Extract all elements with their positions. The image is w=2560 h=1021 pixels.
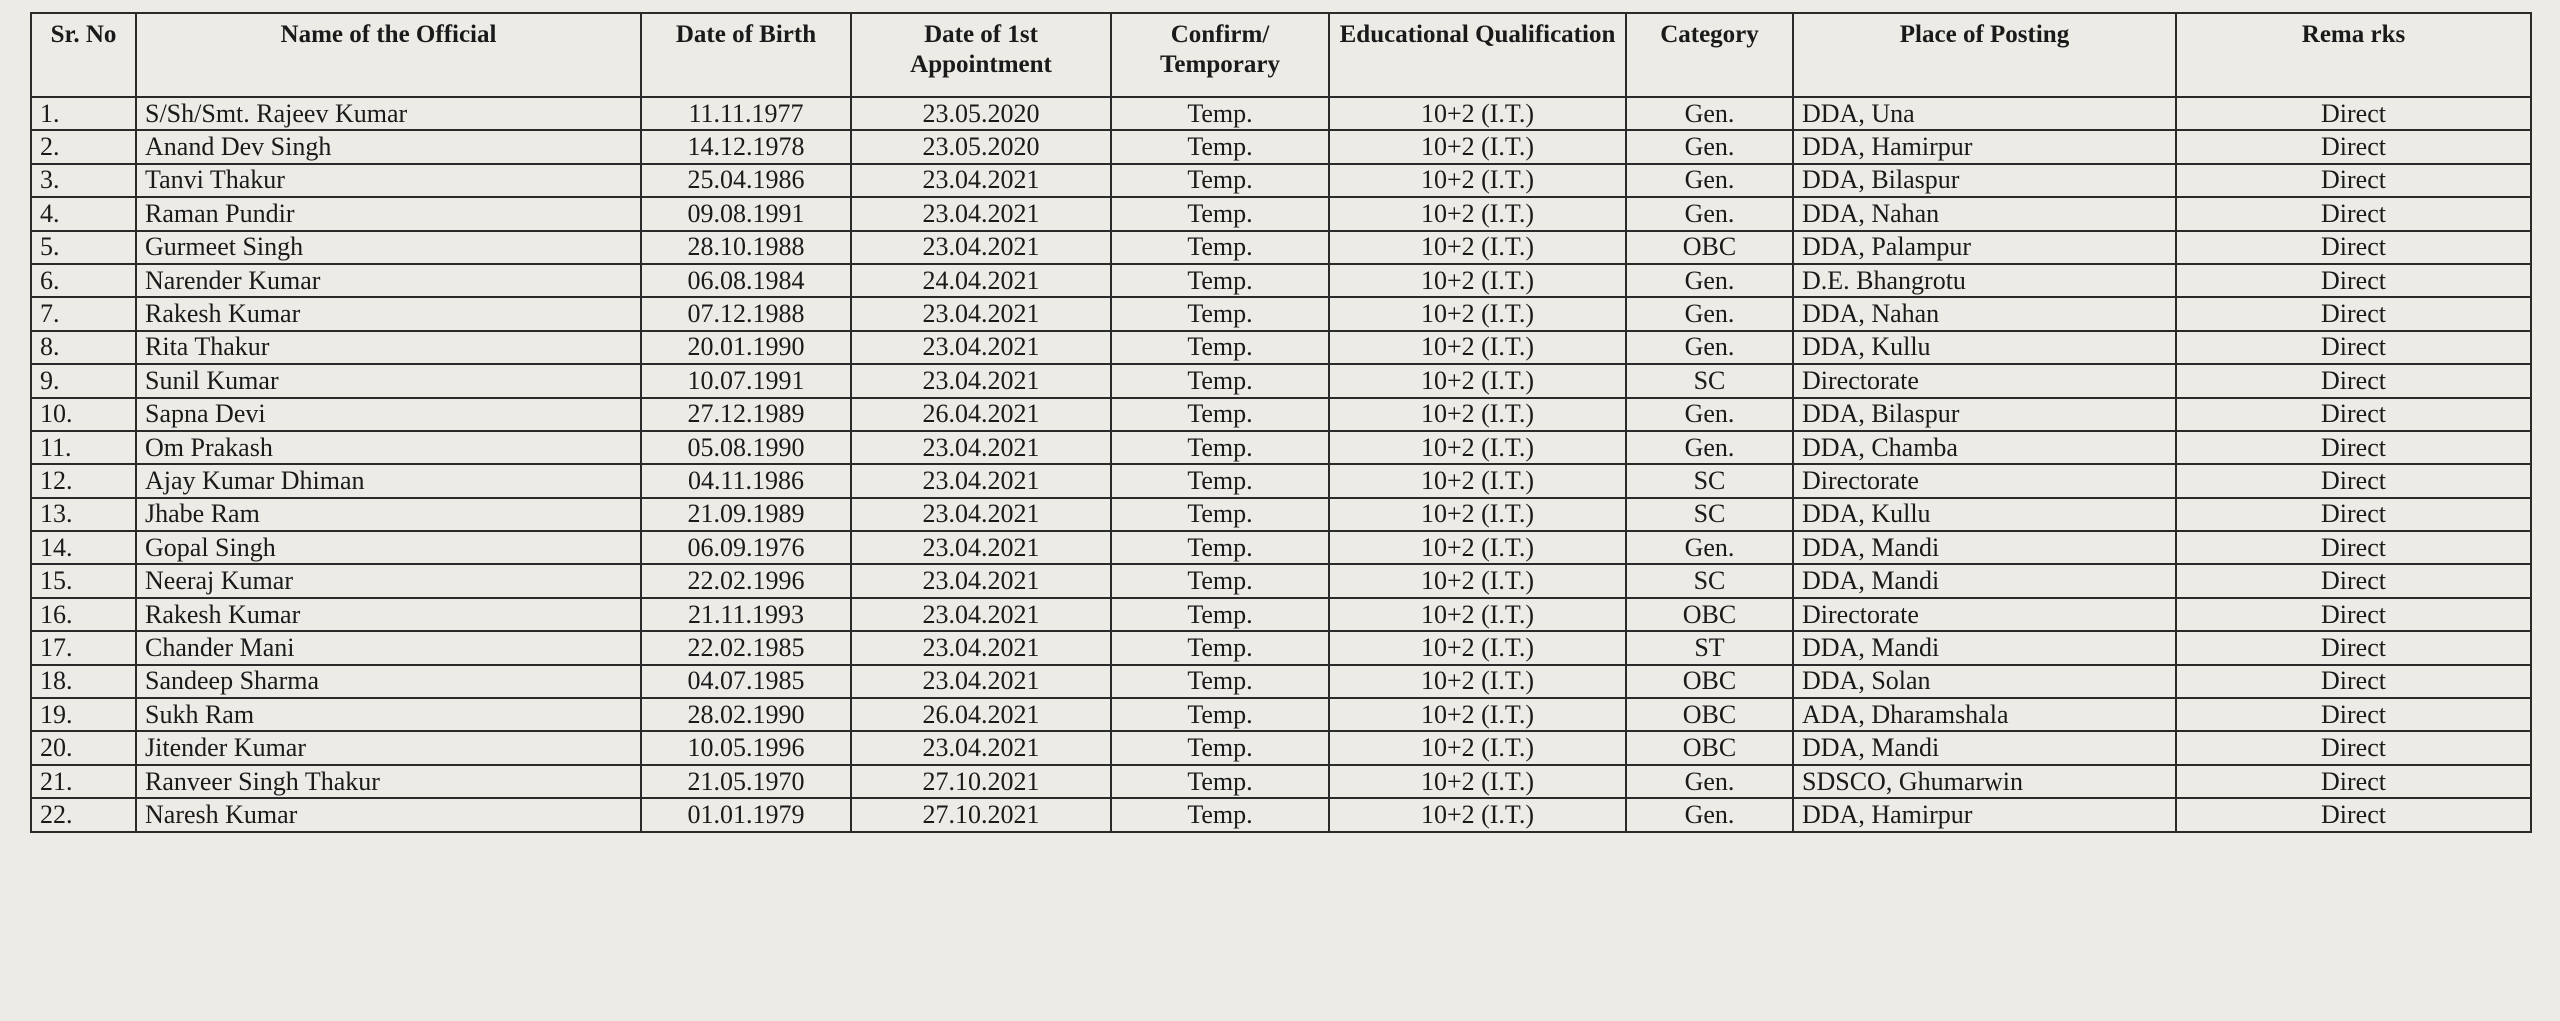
cell-remarks: Direct [2176, 398, 2531, 431]
cell-educational-qualification: 10+2 (I.T.) [1329, 564, 1626, 597]
cell-remarks: Direct [2176, 297, 2531, 330]
header-remarks: Rema rks [2176, 13, 2531, 97]
table-row [31, 97, 2531, 130]
cell-place-of-posting: D.E. Bhangrotu [1793, 264, 2176, 297]
cell-remarks: Direct [2176, 231, 2531, 264]
table-row [31, 231, 2531, 264]
cell-official-name: Raman Pundir [136, 197, 641, 230]
cell-official-name: Jitender Kumar [136, 731, 641, 764]
cell-date-of-birth: 21.09.1989 [641, 498, 851, 531]
cell-sr-no: 11. [31, 431, 136, 464]
cell-confirm-temporary: Temp. [1111, 698, 1329, 731]
cell-educational-qualification: 10+2 (I.T.) [1329, 698, 1626, 731]
cell-date-of-birth: 27.12.1989 [641, 398, 851, 431]
cell-educational-qualification: 10+2 (I.T.) [1329, 798, 1626, 831]
cell-sr-no: 3. [31, 164, 136, 197]
cell-remarks: Direct [2176, 631, 2531, 664]
cell-place-of-posting: DDA, Chamba [1793, 431, 2176, 464]
cell-official-name: Naresh Kumar [136, 798, 641, 831]
cell-sr-no: 13. [31, 498, 136, 531]
cell-date-of-appointment: 23.04.2021 [851, 665, 1111, 698]
header-date-of-appointment: Date of 1st Appointment [851, 13, 1111, 97]
cell-category: OBC [1626, 231, 1793, 264]
cell-remarks: Direct [2176, 564, 2531, 597]
cell-date-of-appointment: 23.04.2021 [851, 331, 1111, 364]
cell-date-of-birth: 04.11.1986 [641, 464, 851, 497]
cell-category: OBC [1626, 731, 1793, 764]
header-confirm-temporary: Confirm/ Temporary [1111, 13, 1329, 97]
cell-confirm-temporary: Temp. [1111, 231, 1329, 264]
cell-date-of-appointment: 24.04.2021 [851, 264, 1111, 297]
table-row [31, 197, 2531, 230]
cell-date-of-appointment: 23.04.2021 [851, 731, 1111, 764]
table-row [31, 631, 2531, 664]
cell-official-name: Rita Thakur [136, 331, 641, 364]
cell-date-of-birth: 25.04.1986 [641, 164, 851, 197]
cell-remarks: Direct [2176, 598, 2531, 631]
cell-confirm-temporary: Temp. [1111, 264, 1329, 297]
cell-sr-no: 16. [31, 598, 136, 631]
table-row [31, 498, 2531, 531]
cell-remarks: Direct [2176, 665, 2531, 698]
cell-official-name: Gopal Singh [136, 531, 641, 564]
table-row [31, 331, 2531, 364]
cell-remarks: Direct [2176, 264, 2531, 297]
cell-remarks: Direct [2176, 698, 2531, 731]
cell-official-name: Sapna Devi [136, 398, 641, 431]
cell-sr-no: 9. [31, 364, 136, 397]
cell-place-of-posting: DDA, Bilaspur [1793, 164, 2176, 197]
cell-date-of-birth: 28.02.1990 [641, 698, 851, 731]
cell-educational-qualification: 10+2 (I.T.) [1329, 631, 1626, 664]
cell-category: ST [1626, 631, 1793, 664]
cell-remarks: Direct [2176, 798, 2531, 831]
header-row [31, 13, 2531, 97]
cell-confirm-temporary: Temp. [1111, 197, 1329, 230]
cell-educational-qualification: 10+2 (I.T.) [1329, 297, 1626, 330]
cell-date-of-birth: 01.01.1979 [641, 798, 851, 831]
cell-date-of-appointment: 26.04.2021 [851, 698, 1111, 731]
cell-place-of-posting: DDA, Nahan [1793, 297, 2176, 330]
cell-confirm-temporary: Temp. [1111, 498, 1329, 531]
cell-official-name: Tanvi Thakur [136, 164, 641, 197]
cell-educational-qualification: 10+2 (I.T.) [1329, 598, 1626, 631]
cell-date-of-appointment: 23.04.2021 [851, 431, 1111, 464]
cell-remarks: Direct [2176, 498, 2531, 531]
cell-confirm-temporary: Temp. [1111, 731, 1329, 764]
cell-sr-no: 12. [31, 464, 136, 497]
table-row [31, 765, 2531, 798]
cell-official-name: Gurmeet Singh [136, 231, 641, 264]
cell-date-of-appointment: 23.05.2020 [851, 130, 1111, 163]
table-row [31, 598, 2531, 631]
cell-category: Gen. [1626, 398, 1793, 431]
cell-place-of-posting: DDA, Palampur [1793, 231, 2176, 264]
cell-category: OBC [1626, 698, 1793, 731]
cell-educational-qualification: 10+2 (I.T.) [1329, 164, 1626, 197]
cell-official-name: Narender Kumar [136, 264, 641, 297]
cell-category: SC [1626, 464, 1793, 497]
table-row [31, 798, 2531, 831]
officials-table [30, 12, 2532, 833]
cell-date-of-appointment: 23.04.2021 [851, 498, 1111, 531]
cell-category: OBC [1626, 665, 1793, 698]
header-educational-qualification: Educational Qualification [1329, 13, 1626, 97]
cell-date-of-birth: 10.07.1991 [641, 364, 851, 397]
cell-sr-no: 10. [31, 398, 136, 431]
cell-official-name: Chander Mani [136, 631, 641, 664]
table-row [31, 531, 2531, 564]
cell-date-of-appointment: 23.04.2021 [851, 464, 1111, 497]
cell-place-of-posting: SDSCO, Ghumarwin [1793, 765, 2176, 798]
table-row [31, 297, 2531, 330]
table-row [31, 264, 2531, 297]
cell-educational-qualification: 10+2 (I.T.) [1329, 331, 1626, 364]
table-row [31, 464, 2531, 497]
cell-date-of-appointment: 23.04.2021 [851, 197, 1111, 230]
table-row [31, 130, 2531, 163]
cell-remarks: Direct [2176, 531, 2531, 564]
cell-date-of-birth: 06.08.1984 [641, 264, 851, 297]
cell-place-of-posting: Directorate [1793, 598, 2176, 631]
cell-category: Gen. [1626, 531, 1793, 564]
cell-sr-no: 6. [31, 264, 136, 297]
table-row [31, 364, 2531, 397]
cell-date-of-birth: 07.12.1988 [641, 297, 851, 330]
cell-category: Gen. [1626, 264, 1793, 297]
cell-educational-qualification: 10+2 (I.T.) [1329, 498, 1626, 531]
header-date-of-birth: Date of Birth [641, 13, 851, 97]
cell-place-of-posting: DDA, Kullu [1793, 331, 2176, 364]
cell-date-of-birth: 20.01.1990 [641, 331, 851, 364]
cell-educational-qualification: 10+2 (I.T.) [1329, 464, 1626, 497]
cell-confirm-temporary: Temp. [1111, 364, 1329, 397]
cell-educational-qualification: 10+2 (I.T.) [1329, 765, 1626, 798]
cell-confirm-temporary: Temp. [1111, 464, 1329, 497]
cell-sr-no: 5. [31, 231, 136, 264]
cell-date-of-appointment: 23.04.2021 [851, 564, 1111, 597]
cell-sr-no: 15. [31, 564, 136, 597]
table-row [31, 431, 2531, 464]
cell-confirm-temporary: Temp. [1111, 598, 1329, 631]
table-row [31, 164, 2531, 197]
table-row [31, 564, 2531, 597]
cell-place-of-posting: DDA, Hamirpur [1793, 798, 2176, 831]
cell-date-of-birth: 09.08.1991 [641, 197, 851, 230]
cell-date-of-appointment: 23.05.2020 [851, 97, 1111, 130]
cell-educational-qualification: 10+2 (I.T.) [1329, 731, 1626, 764]
cell-remarks: Direct [2176, 197, 2531, 230]
header-place-of-posting: Place of Posting [1793, 13, 2176, 97]
cell-date-of-appointment: 23.04.2021 [851, 598, 1111, 631]
cell-official-name: Ajay Kumar Dhiman [136, 464, 641, 497]
cell-category: SC [1626, 498, 1793, 531]
cell-remarks: Direct [2176, 765, 2531, 798]
cell-educational-qualification: 10+2 (I.T.) [1329, 197, 1626, 230]
cell-category: OBC [1626, 598, 1793, 631]
cell-category: Gen. [1626, 130, 1793, 163]
cell-remarks: Direct [2176, 331, 2531, 364]
cell-date-of-appointment: 23.04.2021 [851, 531, 1111, 564]
cell-official-name: Om Prakash [136, 431, 641, 464]
cell-remarks: Direct [2176, 464, 2531, 497]
cell-official-name: Ranveer Singh Thakur [136, 765, 641, 798]
cell-date-of-appointment: 27.10.2021 [851, 798, 1111, 831]
cell-place-of-posting: DDA, Kullu [1793, 498, 2176, 531]
cell-remarks: Direct [2176, 731, 2531, 764]
cell-confirm-temporary: Temp. [1111, 331, 1329, 364]
cell-educational-qualification: 10+2 (I.T.) [1329, 364, 1626, 397]
table-header [31, 13, 2531, 97]
cell-confirm-temporary: Temp. [1111, 631, 1329, 664]
cell-place-of-posting: DDA, Mandi [1793, 631, 2176, 664]
cell-place-of-posting: Directorate [1793, 464, 2176, 497]
cell-confirm-temporary: Temp. [1111, 531, 1329, 564]
cell-date-of-appointment: 23.04.2021 [851, 164, 1111, 197]
cell-sr-no: 8. [31, 331, 136, 364]
cell-date-of-appointment: 23.04.2021 [851, 364, 1111, 397]
cell-category: Gen. [1626, 97, 1793, 130]
cell-sr-no: 1. [31, 97, 136, 130]
cell-confirm-temporary: Temp. [1111, 564, 1329, 597]
cell-educational-qualification: 10+2 (I.T.) [1329, 264, 1626, 297]
cell-date-of-birth: 05.08.1990 [641, 431, 851, 464]
cell-confirm-temporary: Temp. [1111, 130, 1329, 163]
cell-sr-no: 14. [31, 531, 136, 564]
header-name: Name of the Official [136, 13, 641, 97]
cell-remarks: Direct [2176, 431, 2531, 464]
cell-place-of-posting: DDA, Una [1793, 97, 2176, 130]
cell-remarks: Direct [2176, 97, 2531, 130]
cell-date-of-birth: 21.05.1970 [641, 765, 851, 798]
cell-official-name: Sunil Kumar [136, 364, 641, 397]
cell-official-name: S/Sh/Smt. Rajeev Kumar [136, 97, 641, 130]
cell-place-of-posting: Directorate [1793, 364, 2176, 397]
table-body [31, 97, 2531, 832]
cell-confirm-temporary: Temp. [1111, 297, 1329, 330]
cell-place-of-posting: DDA, Solan [1793, 665, 2176, 698]
cell-sr-no: 20. [31, 731, 136, 764]
cell-confirm-temporary: Temp. [1111, 431, 1329, 464]
table-row [31, 665, 2531, 698]
cell-place-of-posting: DDA, Mandi [1793, 564, 2176, 597]
cell-date-of-birth: 11.11.1977 [641, 97, 851, 130]
table-row [31, 731, 2531, 764]
cell-educational-qualification: 10+2 (I.T.) [1329, 97, 1626, 130]
cell-date-of-appointment: 26.04.2021 [851, 398, 1111, 431]
header-category: Category [1626, 13, 1793, 97]
cell-category: SC [1626, 364, 1793, 397]
cell-sr-no: 19. [31, 698, 136, 731]
cell-date-of-appointment: 27.10.2021 [851, 765, 1111, 798]
cell-sr-no: 18. [31, 665, 136, 698]
header-sr-no: Sr. No [31, 13, 136, 97]
cell-category: Gen. [1626, 297, 1793, 330]
cell-sr-no: 21. [31, 765, 136, 798]
cell-date-of-birth: 28.10.1988 [641, 231, 851, 264]
cell-category: Gen. [1626, 197, 1793, 230]
cell-educational-qualification: 10+2 (I.T.) [1329, 130, 1626, 163]
cell-official-name: Sandeep Sharma [136, 665, 641, 698]
cell-official-name: Rakesh Kumar [136, 297, 641, 330]
cell-date-of-birth: 22.02.1996 [641, 564, 851, 597]
cell-sr-no: 22. [31, 798, 136, 831]
cell-educational-qualification: 10+2 (I.T.) [1329, 531, 1626, 564]
cell-date-of-birth: 04.07.1985 [641, 665, 851, 698]
cell-confirm-temporary: Temp. [1111, 97, 1329, 130]
cell-official-name: Jhabe Ram [136, 498, 641, 531]
cell-remarks: Direct [2176, 130, 2531, 163]
cell-confirm-temporary: Temp. [1111, 765, 1329, 798]
cell-official-name: Sukh Ram [136, 698, 641, 731]
cell-confirm-temporary: Temp. [1111, 665, 1329, 698]
cell-educational-qualification: 10+2 (I.T.) [1329, 231, 1626, 264]
cell-date-of-birth: 14.12.1978 [641, 130, 851, 163]
cell-sr-no: 7. [31, 297, 136, 330]
table-row [31, 698, 2531, 731]
cell-educational-qualification: 10+2 (I.T.) [1329, 665, 1626, 698]
cell-place-of-posting: DDA, Bilaspur [1793, 398, 2176, 431]
cell-date-of-appointment: 23.04.2021 [851, 231, 1111, 264]
cell-official-name: Rakesh Kumar [136, 598, 641, 631]
cell-sr-no: 4. [31, 197, 136, 230]
table-row [31, 398, 2531, 431]
cell-place-of-posting: DDA, Hamirpur [1793, 130, 2176, 163]
cell-category: Gen. [1626, 431, 1793, 464]
cell-educational-qualification: 10+2 (I.T.) [1329, 398, 1626, 431]
cell-category: SC [1626, 564, 1793, 597]
cell-place-of-posting: DDA, Nahan [1793, 197, 2176, 230]
cell-date-of-birth: 21.11.1993 [641, 598, 851, 631]
cell-date-of-appointment: 23.04.2021 [851, 631, 1111, 664]
cell-category: Gen. [1626, 798, 1793, 831]
cell-category: Gen. [1626, 765, 1793, 798]
cell-date-of-appointment: 23.04.2021 [851, 297, 1111, 330]
cell-category: Gen. [1626, 331, 1793, 364]
cell-date-of-birth: 06.09.1976 [641, 531, 851, 564]
cell-sr-no: 2. [31, 130, 136, 163]
cell-confirm-temporary: Temp. [1111, 398, 1329, 431]
cell-official-name: Neeraj Kumar [136, 564, 641, 597]
cell-sr-no: 17. [31, 631, 136, 664]
cell-educational-qualification: 10+2 (I.T.) [1329, 431, 1626, 464]
cell-remarks: Direct [2176, 164, 2531, 197]
cell-place-of-posting: ADA, Dharamshala [1793, 698, 2176, 731]
cell-confirm-temporary: Temp. [1111, 798, 1329, 831]
cell-date-of-birth: 22.02.1985 [641, 631, 851, 664]
cell-official-name: Anand Dev Singh [136, 130, 641, 163]
cell-category: Gen. [1626, 164, 1793, 197]
cell-place-of-posting: DDA, Mandi [1793, 731, 2176, 764]
cell-place-of-posting: DDA, Mandi [1793, 531, 2176, 564]
cell-confirm-temporary: Temp. [1111, 164, 1329, 197]
cell-date-of-birth: 10.05.1996 [641, 731, 851, 764]
cell-remarks: Direct [2176, 364, 2531, 397]
